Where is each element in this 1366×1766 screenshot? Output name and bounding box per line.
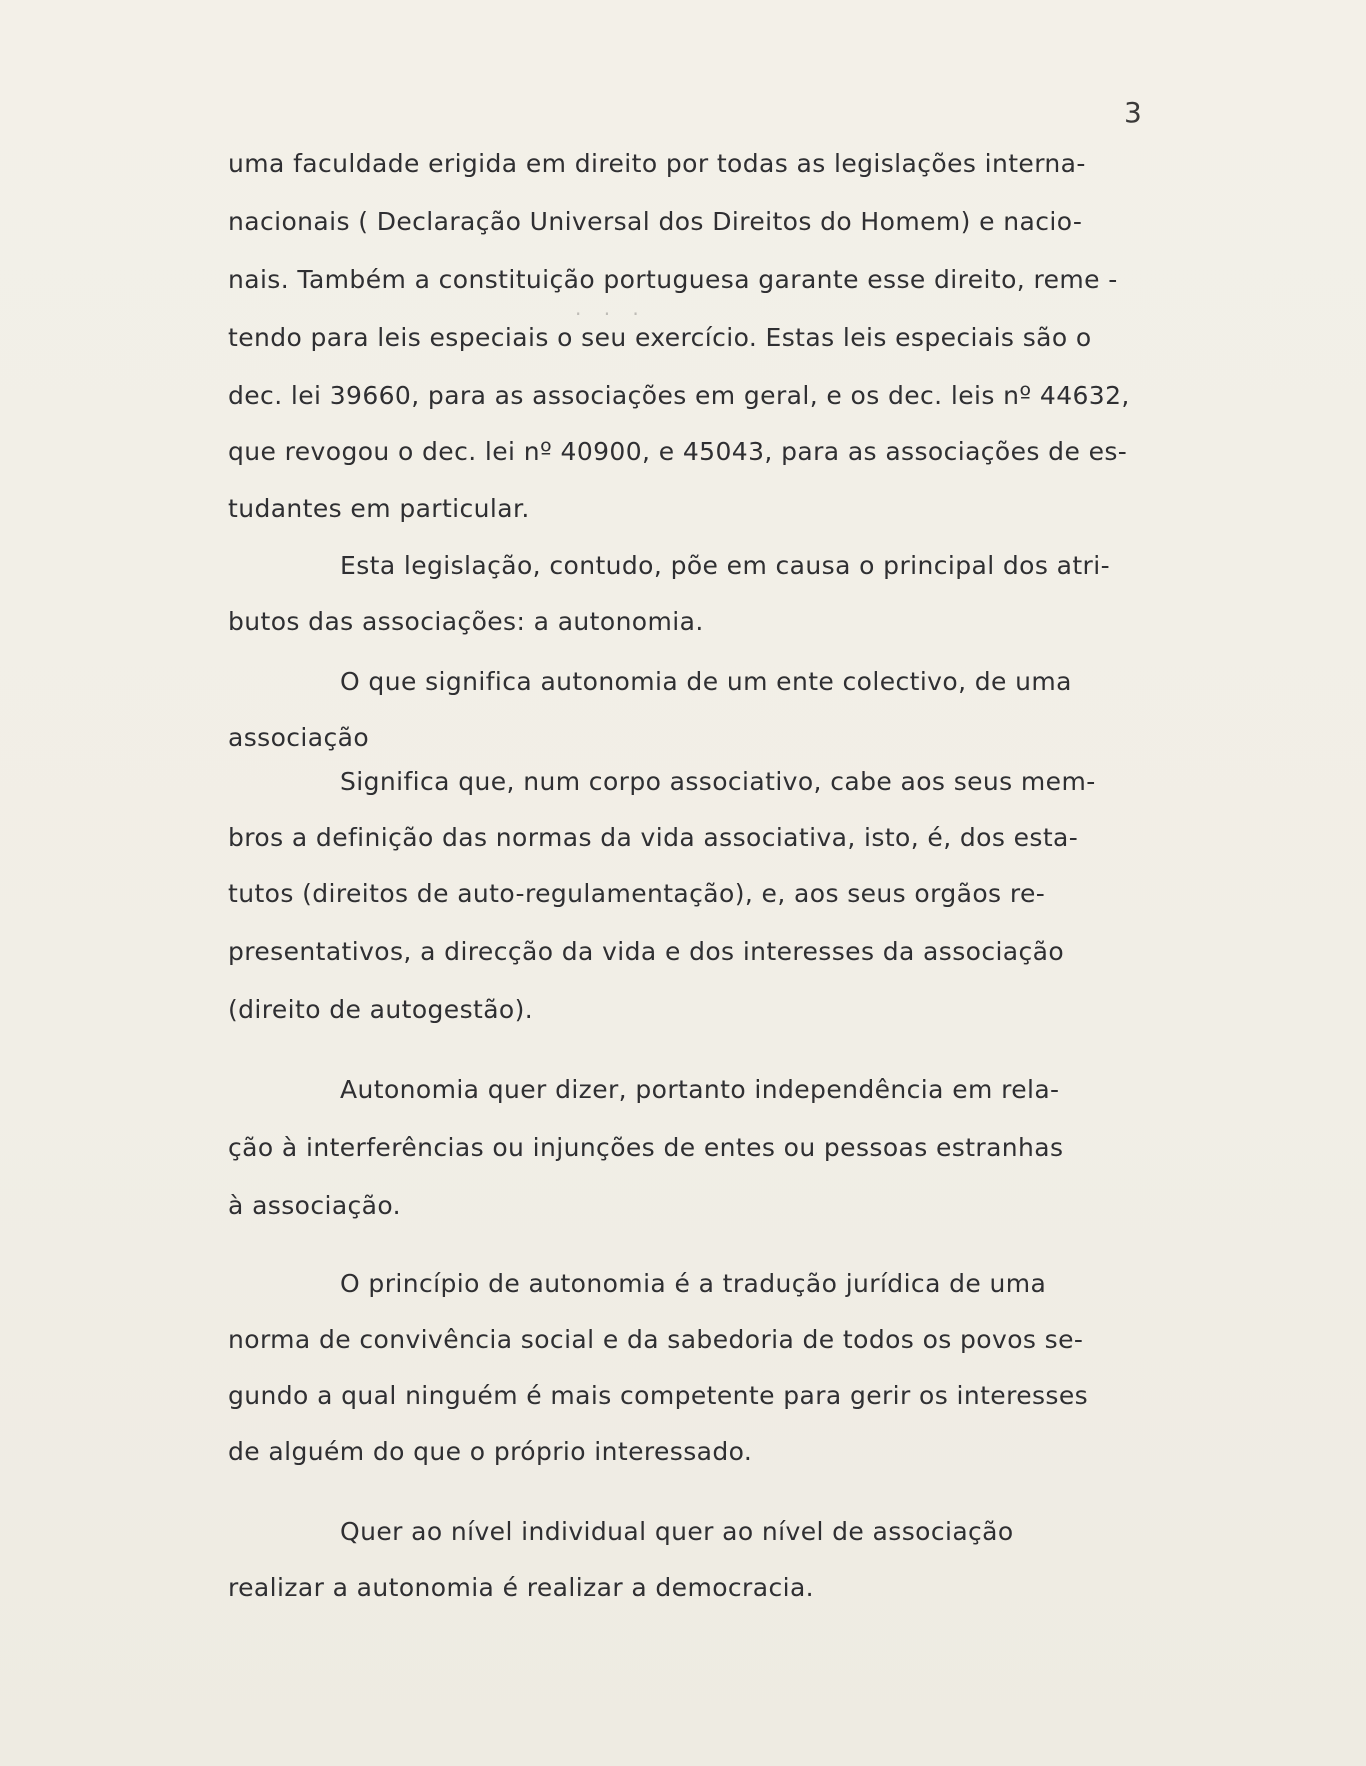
text-line-19: à associação.: [228, 1191, 402, 1220]
text-line-25: realizar a autonomia é realizar a democracia.: [228, 1573, 815, 1602]
text-line-12: Significa que, num corpo associativo, cabe aos seus mem-: [340, 767, 1096, 796]
text-line-17: Autonomia quer dizer, portanto independência em rela-: [340, 1075, 1060, 1104]
text-line-16: (direito de autogestão).: [228, 995, 534, 1024]
text-line-8: Esta legislação, contudo, põe em causa o principal dos atri-: [340, 551, 1110, 580]
text-line-7: tudantes em particular.: [228, 494, 530, 523]
text-line-22: gundo a qual ninguém é mais competente para gerir os interesses: [228, 1381, 1089, 1410]
page-number: 3: [1124, 96, 1142, 129]
text-line-18: ção à interferências ou injunções de entes ou pessoas estranhas: [228, 1133, 1064, 1162]
text-line-15: presentativos, a direcção da vida e dos interesses da associação: [228, 937, 1065, 966]
text-line-24: Quer ao nível individual quer ao nível de associação: [340, 1517, 1014, 1546]
text-line-3: nais. Também a constituição portuguesa garante esse direito, reme -: [228, 265, 1118, 294]
text-line-1: uma faculdade erigida em direito por todas as legislações interna-: [228, 149, 1086, 178]
text-line-21: norma de convivência social e da sabedoria de todos os povos se-: [228, 1325, 1084, 1354]
text-line-20: O princípio de autonomia é a tradução jurídica de uma: [340, 1269, 1047, 1298]
text-line-23: de alguém do que o próprio interessado.: [228, 1437, 753, 1466]
text-line-6: que revogou o dec. lei nº 40900, e 45043, para as associações de es-: [228, 437, 1128, 466]
text-line-14: tutos (direitos de auto-regulamentação), e, aos seus orgãos re-: [228, 879, 1046, 908]
text-line-11: associação: [228, 723, 370, 752]
text-line-10: O que significa autonomia de um ente colectivo, de uma: [340, 667, 1072, 696]
text-line-13: bros a definição das normas da vida associativa, isto, é, dos esta-: [228, 823, 1079, 852]
text-line-2: nacionais ( Declaração Universal dos Direitos do Homem) e nacio-: [228, 207, 1083, 236]
text-line-4: tendo para leis especiais o seu exercício. Estas leis especiais são o: [228, 323, 1092, 352]
text-line-5: dec. lei 39660, para as associações em geral, e os dec. leis nº 44632,: [228, 381, 1130, 410]
text-line-9: butos das associações: a autonomia.: [228, 607, 704, 636]
ghost-marks: . . .: [575, 296, 647, 320]
